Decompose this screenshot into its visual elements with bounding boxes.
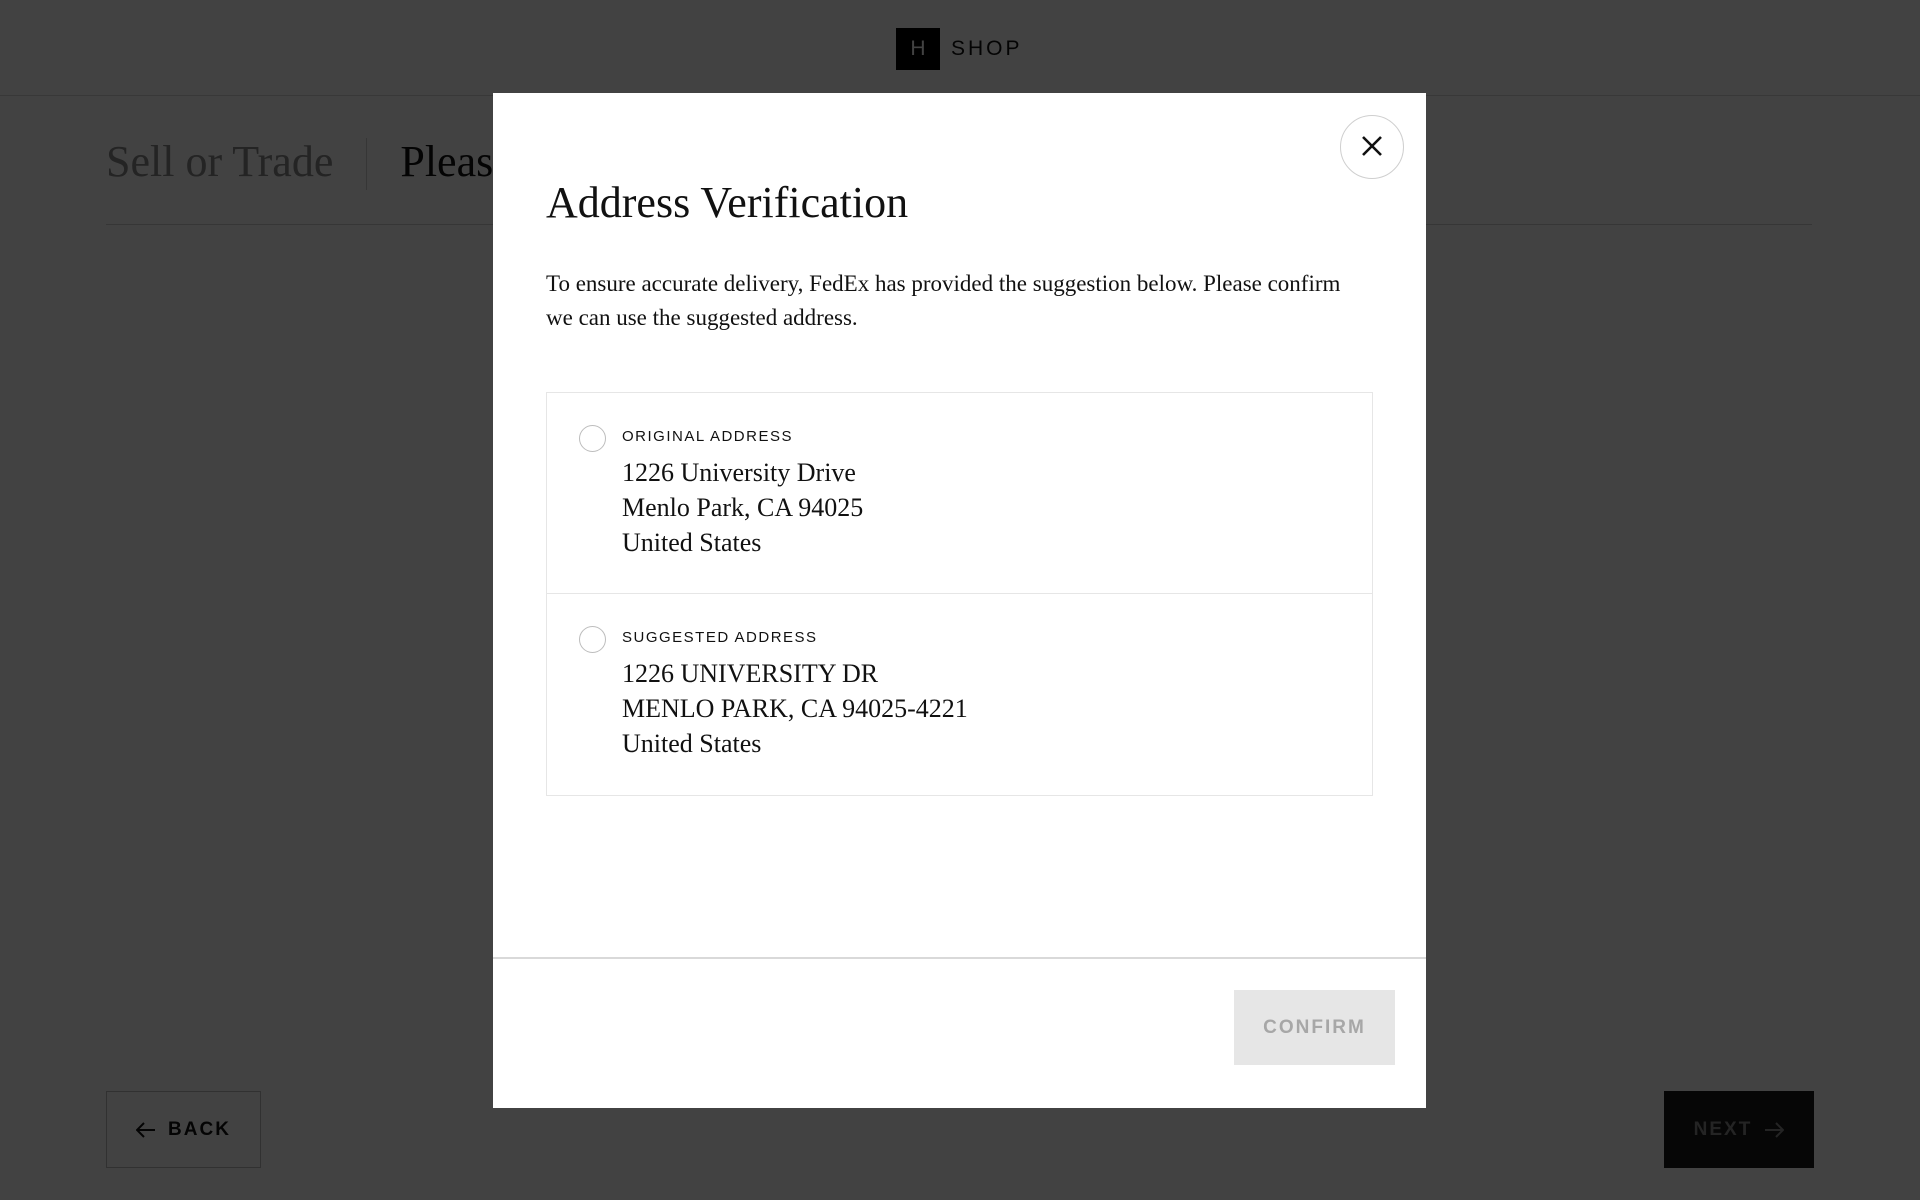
address-line: United States bbox=[622, 528, 762, 557]
modal-title: Address Verification bbox=[546, 178, 909, 227]
address-verification-modal bbox=[493, 93, 1426, 1108]
close-button[interactable] bbox=[1340, 115, 1404, 179]
address-lines bbox=[622, 656, 968, 761]
option-label: SUGGESTED ADDRESS bbox=[622, 629, 818, 646]
address-line: MENLO PARK, CA 94025-4221 bbox=[622, 694, 968, 723]
confirm-button[interactable]: CONFIRM bbox=[1234, 990, 1395, 1065]
option-label: ORIGINAL ADDRESS bbox=[622, 428, 793, 445]
original-address-option[interactable] bbox=[546, 392, 1373, 595]
address-lines bbox=[622, 455, 863, 560]
close-icon bbox=[1361, 135, 1383, 160]
modal-description: To ensure accurate delivery, FedEx has provided the suggestion below. Please confirm we can use the suggested address. bbox=[546, 271, 1341, 330]
original-address-radio[interactable] bbox=[579, 425, 606, 452]
address-line: United States bbox=[622, 729, 762, 758]
address-line: 1226 UNIVERSITY DR bbox=[622, 659, 879, 688]
address-line: Menlo Park, CA 94025 bbox=[622, 493, 864, 522]
suggested-address-option[interactable] bbox=[546, 593, 1373, 796]
suggested-address-radio[interactable] bbox=[579, 626, 606, 653]
address-line: 1226 University Drive bbox=[622, 458, 856, 487]
